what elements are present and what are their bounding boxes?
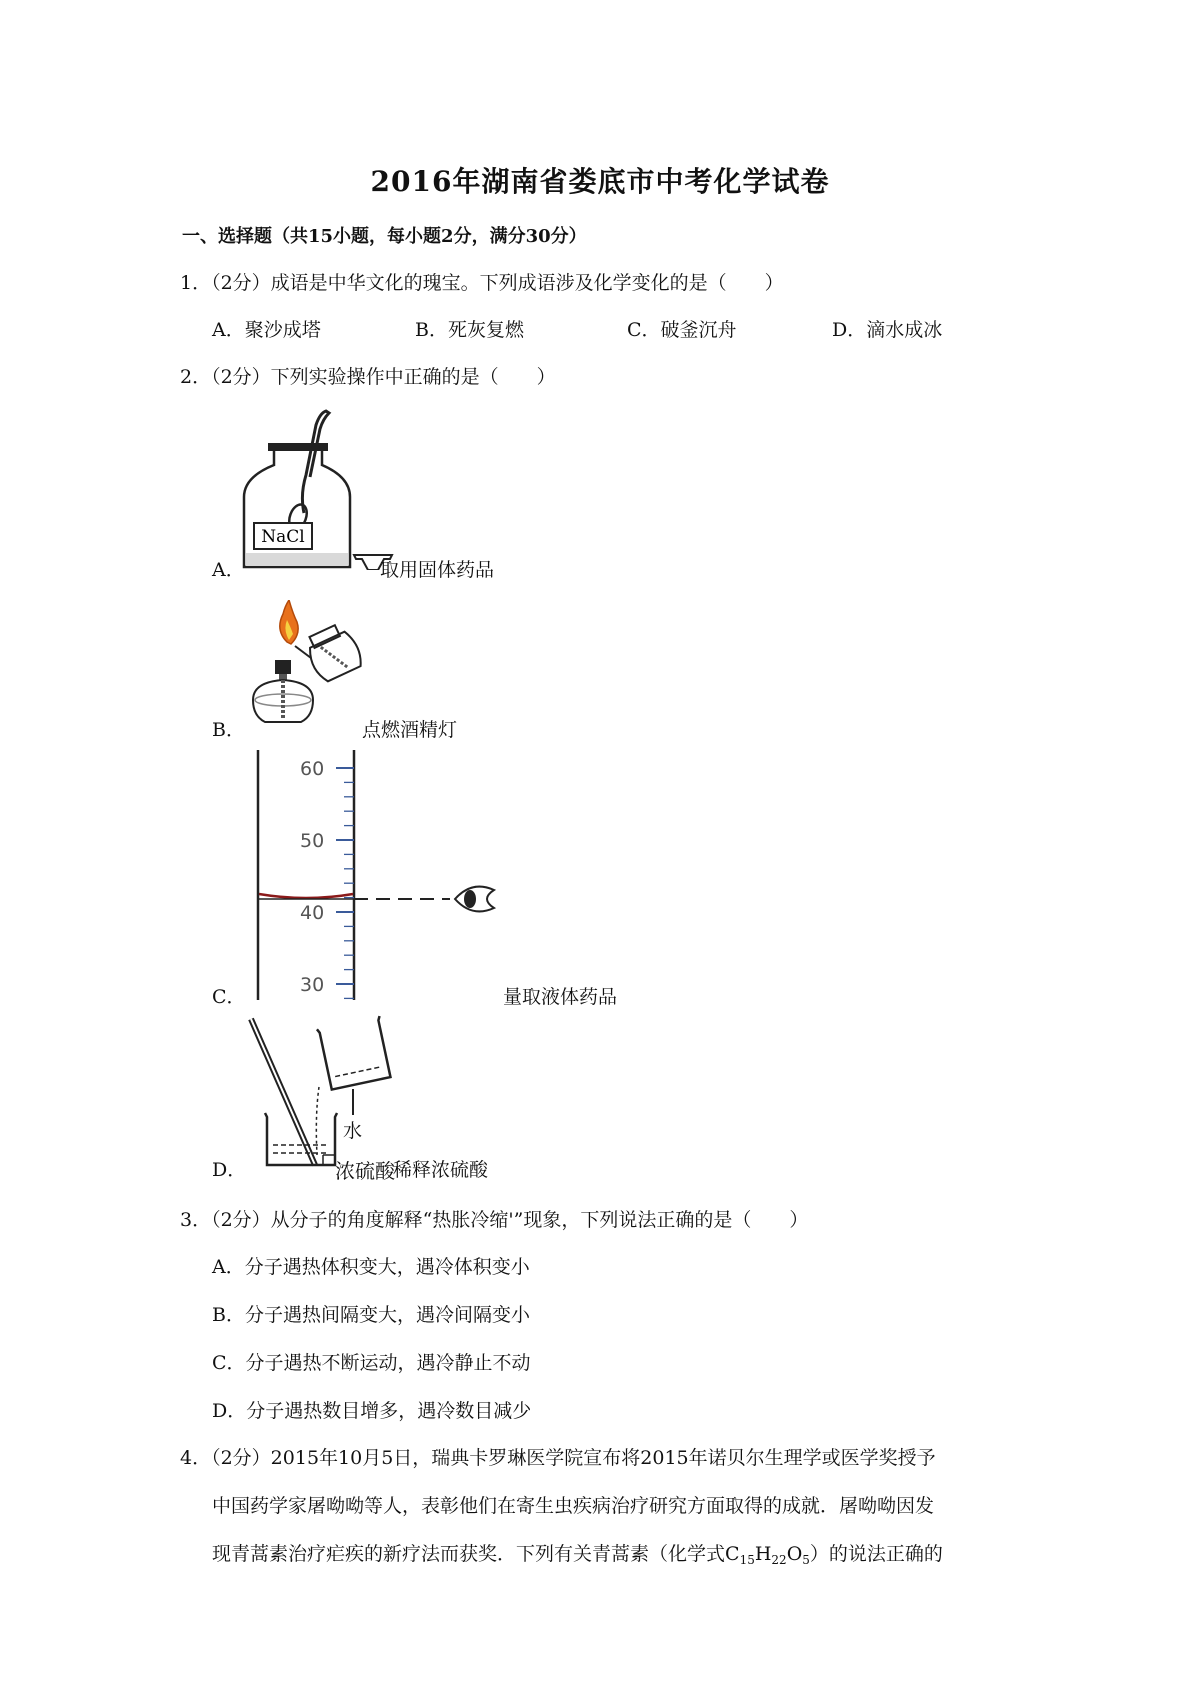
q1-option-c[interactable]: C．破釜沉舟: [627, 319, 737, 341]
q2-option-b-letter[interactable]: B．: [212, 719, 245, 741]
tick-label-30: 30: [300, 974, 325, 996]
graduated-cylinder-figure: [250, 750, 500, 1000]
question-4-line-1: 4．（2分）2015年10月5日，瑞典卡罗琳医学院宣布将2015年诺贝尔生理学或医学奖授予: [180, 1447, 936, 1469]
acid-label: 浓硫酸: [335, 1159, 395, 1183]
q1-option-d[interactable]: D．滴水成冰: [832, 319, 943, 341]
q2-option-d-letter[interactable]: D．: [212, 1159, 247, 1181]
q2-option-a-letter[interactable]: A．: [212, 559, 245, 581]
formula-c-subscript: 15: [739, 1553, 755, 1567]
tick-label-60: 60: [300, 758, 325, 780]
q3-option-a[interactable]: A．分子遇热体积变大，遇冷体积变小: [212, 1256, 530, 1278]
tick-label-50: 50: [300, 830, 325, 852]
q4-line3-post: ）的说法正确的: [809, 1543, 943, 1565]
q4-line3-pre: 现青蒿素治疗疟疾的新疗法而获奖．下列有关青蒿素（化学式: [212, 1543, 726, 1565]
q1-option-a[interactable]: A．聚沙成塔: [212, 319, 321, 341]
reagent-bottle-spoon-figure: [238, 405, 398, 570]
dilution-figure: [245, 1015, 420, 1175]
formula-h-subscript: 22: [771, 1553, 787, 1567]
question-2-stem: 2．（2分）下列实验操作中正确的是（ ）: [180, 366, 556, 388]
section-heading: 一、选择题（共15小题，每小题2分，满分30分）: [182, 226, 587, 247]
question-3-stem: 3．（2分）从分子的角度解释“热胀冷缩'”现象，下列说法正确的是（ ）: [180, 1209, 809, 1231]
q3-option-d[interactable]: D．分子遇热数目增多，遇冷数目减少: [212, 1400, 532, 1422]
question-4-line-3: [212, 1539, 943, 1567]
nacl-label: NaCl: [261, 527, 305, 547]
formula-o-subscript: 5: [802, 1553, 810, 1567]
q1-option-b[interactable]: B．死灰复燃: [415, 319, 524, 341]
formula-o: O: [786, 1543, 803, 1565]
q2-option-d-caption: 稀释浓硫酸: [393, 1159, 489, 1181]
tick-label-40: 40: [300, 902, 325, 924]
page-title: 2016年湖南省娄底市中考化学试卷: [370, 165, 830, 198]
q2-option-c-letter[interactable]: C．: [212, 986, 246, 1008]
q3-option-b[interactable]: B．分子遇热间隔变大，遇冷间隔变小: [212, 1304, 530, 1326]
alcohol-lamp-figure: [245, 600, 365, 730]
water-label: 水: [343, 1120, 363, 1142]
formula-h: H: [754, 1543, 772, 1565]
q2-option-c-caption: 量取液体药品: [503, 986, 618, 1008]
question-4-line-2: 中国药学家屠呦呦等人，表彰他们在寄生虫疾病治疗研究方面取得的成就．屠呦呦因发: [212, 1495, 935, 1517]
question-1-stem: 1．（2分）成语是中华文化的瑰宝。下列成语涉及化学变化的是（ ）: [180, 272, 784, 294]
formula-c: C: [725, 1543, 740, 1565]
q3-option-c[interactable]: C．分子遇热不断运动，遇冷静止不动: [212, 1352, 531, 1374]
q2-option-a-caption: 取用固体药品: [380, 559, 495, 581]
q2-option-b-caption: 点燃酒精灯: [362, 719, 458, 741]
eye-icon: [455, 887, 494, 912]
